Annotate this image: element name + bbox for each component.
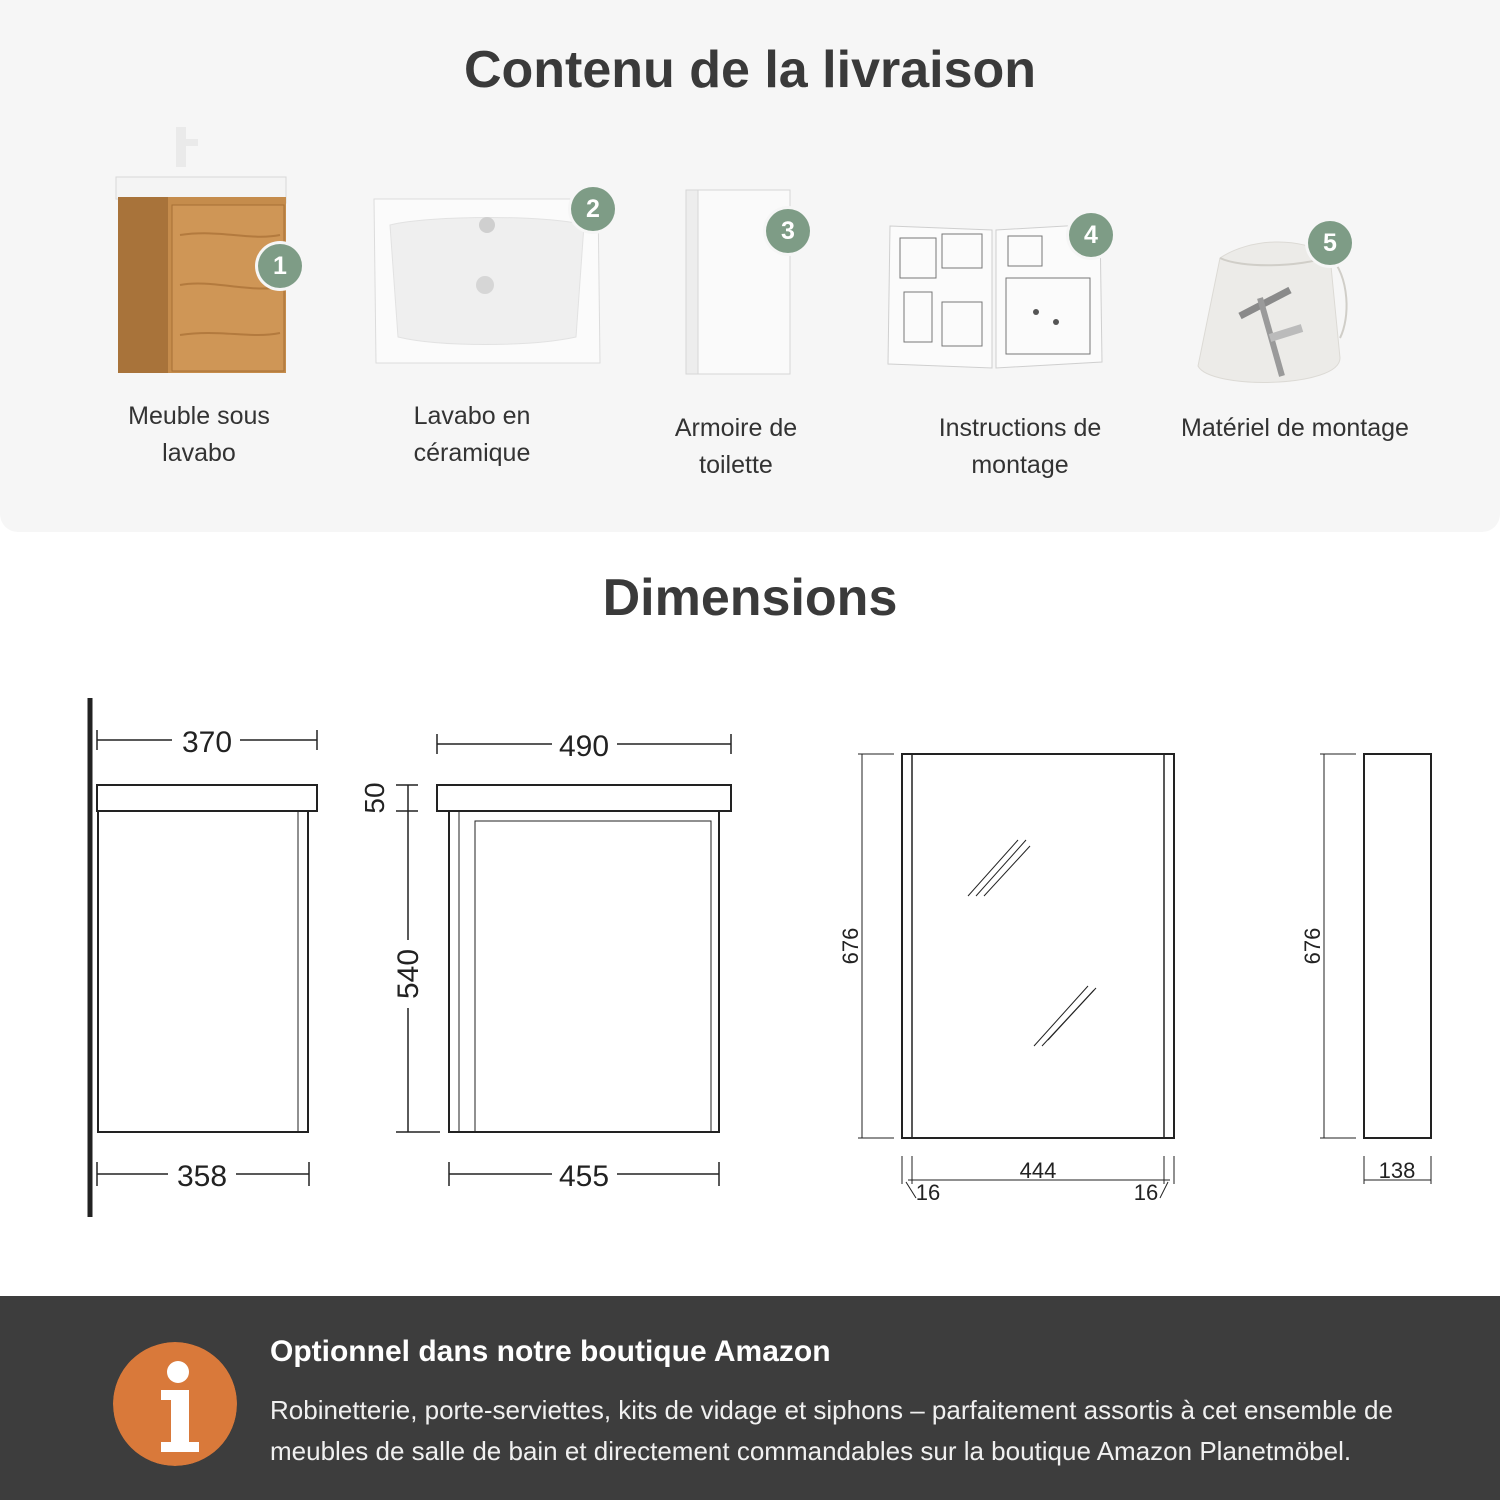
- item-caption: Lavabo en céramique: [413, 402, 531, 467]
- mirror-front-drawing: [838, 754, 1174, 1205]
- dimension-drawings: [0, 690, 1500, 1230]
- item-badge: 2: [571, 187, 615, 231]
- item-badge: 4: [1069, 213, 1113, 257]
- item-caption: Matériel de montage: [1181, 414, 1409, 442]
- item-caption: Armoire de toilette: [674, 414, 798, 479]
- info-icon: [113, 1342, 237, 1466]
- dim-cabinet-body-height: 540: [392, 948, 425, 1000]
- item-label-cabinet: [99, 398, 299, 472]
- dimensions-title: Dimensions: [602, 569, 898, 627]
- dim-mirror-side-height: 676: [1300, 927, 1325, 965]
- dim-cabinet-front-bottom: 455: [558, 1160, 610, 1193]
- item-label-instructions: [910, 410, 1130, 484]
- mirror-side-drawing: [1300, 754, 1431, 1184]
- item-label-basin: [372, 398, 572, 472]
- dim-mirror-side-depth: 138: [1378, 1158, 1416, 1183]
- dim-cabinet-basin-height: 50: [359, 782, 390, 814]
- dim-cabinet-side-top: 370: [181, 726, 233, 759]
- dim-mirror-height: 676: [838, 927, 863, 965]
- dim-mirror-right-side: 16: [1133, 1180, 1159, 1205]
- cabinet-front-drawing: [359, 730, 731, 1193]
- ceramic-basin-icon: [370, 195, 605, 370]
- item-badge: 5: [1308, 221, 1352, 265]
- dim-cabinet-front-top: 490: [558, 730, 610, 763]
- dim-mirror-left-side: 16: [915, 1180, 941, 1205]
- item-label-hardware: [1160, 410, 1430, 447]
- item-badge: 1: [258, 244, 302, 288]
- item-label-mirror: [636, 410, 836, 484]
- cabinet-side-drawing: [97, 726, 317, 1193]
- item-badge: 3: [766, 209, 810, 253]
- info-body: Robinetterie, porte-serviettes, kits de vidage et siphons – parfaitement assortis à cet ensemble de meubles de salle de bain et directement commandables sur la boutique Amazon Planetmöbel.: [270, 1395, 1393, 1466]
- item-caption: Instructions de montage: [938, 414, 1102, 479]
- dim-mirror-inner-width: 444: [1019, 1158, 1057, 1183]
- dim-cabinet-side-bottom: 358: [176, 1160, 228, 1193]
- info-title: Optionnel dans notre boutique Amazon: [270, 1335, 831, 1368]
- item-caption: Meuble sous lavabo: [128, 402, 270, 467]
- delivery-title: Contenu de la livraison: [463, 41, 1037, 99]
